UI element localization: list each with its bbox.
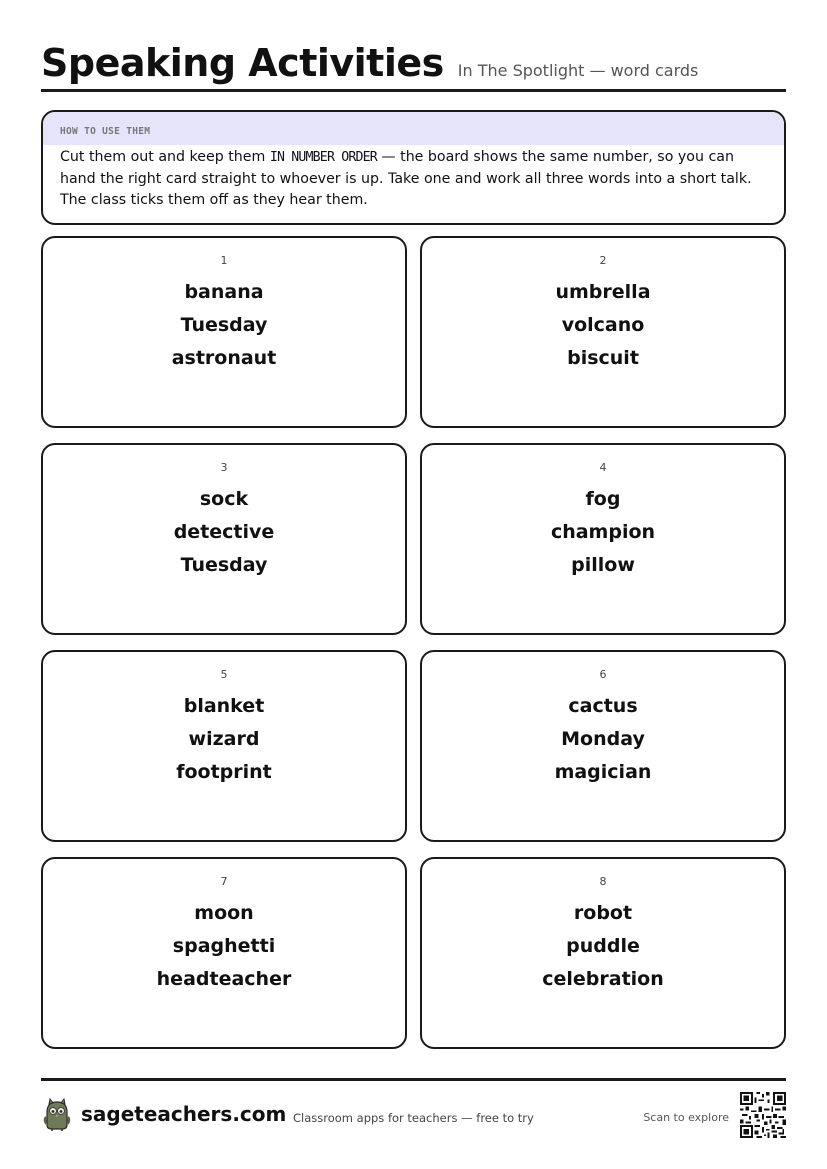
card-number: 2 bbox=[599, 254, 607, 267]
word-card bbox=[41, 443, 407, 635]
card-word: astronaut bbox=[171, 347, 277, 369]
card-word: fog bbox=[585, 488, 621, 510]
card-word: magician bbox=[554, 761, 652, 783]
word-card bbox=[420, 236, 786, 428]
card-number: 5 bbox=[220, 668, 228, 681]
card-word: banana bbox=[184, 281, 264, 303]
card-word: volcano bbox=[561, 314, 645, 336]
card-number: 4 bbox=[599, 461, 607, 474]
card-number: 1 bbox=[220, 254, 228, 267]
card-word: champion bbox=[550, 521, 656, 543]
card-word: blanket bbox=[183, 695, 265, 717]
page-header bbox=[41, 38, 786, 92]
page-title: Speaking Activities bbox=[41, 41, 444, 85]
footer-tagline: Classroom apps for teachers — free to try bbox=[293, 1111, 534, 1125]
card-word: detective bbox=[173, 521, 275, 543]
card-word: footprint bbox=[176, 761, 272, 783]
word-card bbox=[420, 443, 786, 635]
card-number: 6 bbox=[599, 668, 607, 681]
card-word: puddle bbox=[566, 935, 640, 957]
card-word: umbrella bbox=[555, 281, 651, 303]
word-card bbox=[420, 650, 786, 842]
card-word: spaghetti bbox=[172, 935, 276, 957]
word-card bbox=[41, 650, 407, 842]
how-to-heading: HOW TO USE THEM bbox=[43, 112, 784, 145]
card-number: 8 bbox=[599, 875, 607, 888]
card-word: pillow bbox=[571, 554, 635, 576]
how-to-text bbox=[43, 145, 784, 212]
page-footer bbox=[41, 1078, 786, 1148]
card-word: Tuesday bbox=[180, 314, 268, 336]
card-word: robot bbox=[573, 902, 633, 924]
word-card bbox=[420, 857, 786, 1049]
card-word: cactus bbox=[568, 695, 638, 717]
card-word: biscuit bbox=[567, 347, 639, 369]
card-word: moon bbox=[194, 902, 254, 924]
site-name[interactable]: sageteachers.com bbox=[81, 1102, 287, 1126]
card-word: wizard bbox=[188, 728, 260, 750]
page-subtitle: In The Spotlight — word cards bbox=[457, 61, 699, 80]
card-word: sock bbox=[199, 488, 249, 510]
owl-mascot-icon bbox=[41, 1098, 73, 1132]
qr-code-icon[interactable] bbox=[740, 1092, 786, 1138]
word-card bbox=[41, 236, 407, 428]
word-card bbox=[41, 857, 407, 1049]
card-word: Tuesday bbox=[180, 554, 268, 576]
card-word: Monday bbox=[561, 728, 645, 750]
word-card-grid bbox=[41, 236, 786, 1049]
card-word: celebration bbox=[542, 968, 664, 990]
card-number: 3 bbox=[220, 461, 228, 474]
how-to-highlight: IN NUMBER ORDER bbox=[269, 150, 377, 165]
scan-label: Scan to explore bbox=[643, 1111, 729, 1124]
how-to-text-end: — the board shows the same number, so you can hand the right card straight to whoever is up. Take one and work all three words into a short talk. The class ticks them off as they hear them. bbox=[60, 149, 752, 208]
how-to-box bbox=[41, 110, 786, 225]
card-number: 7 bbox=[220, 875, 228, 888]
card-word: headteacher bbox=[156, 968, 292, 990]
how-to-text-start: Cut them out and keep them bbox=[60, 149, 270, 165]
